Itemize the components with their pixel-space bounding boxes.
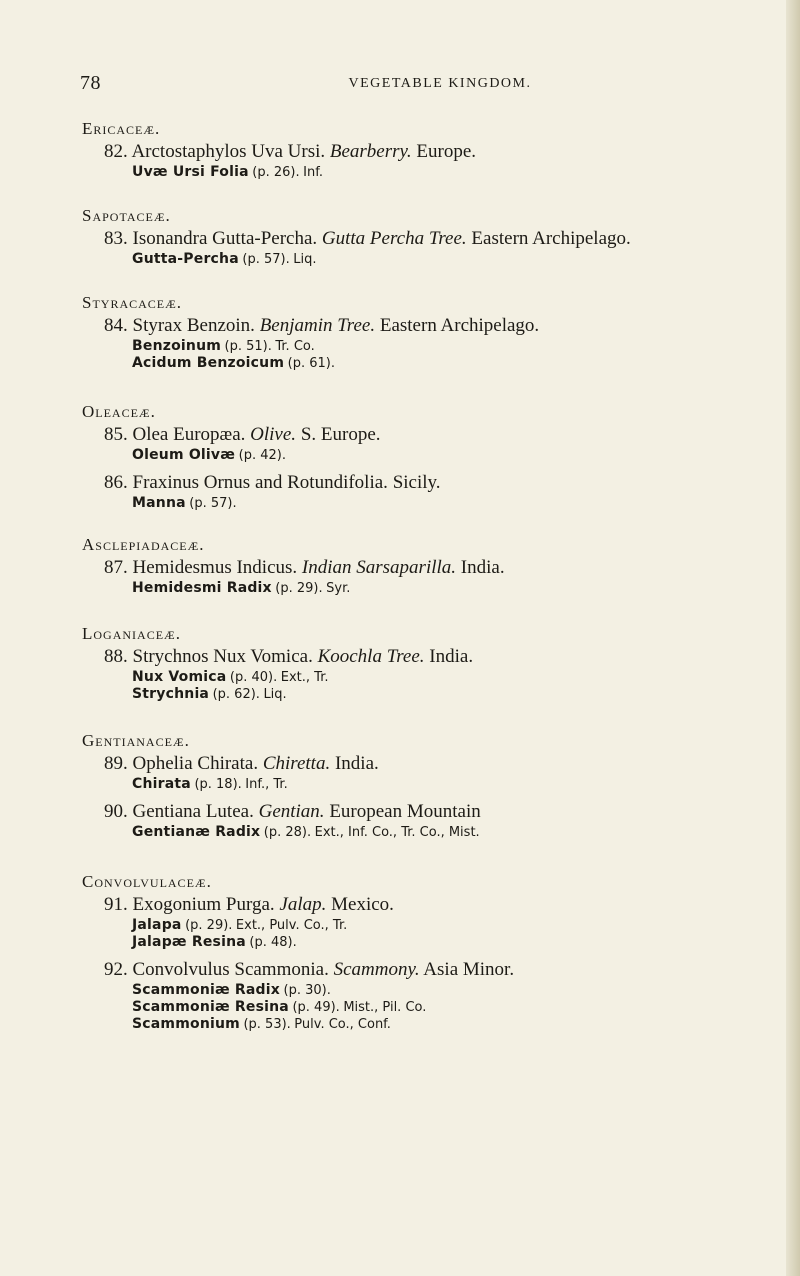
family-section (82, 871, 762, 1033)
region: India. (460, 557, 505, 578)
plant-entry (82, 140, 762, 181)
drug-name: Nux Vomica (132, 669, 227, 685)
drug-name: Scammoniæ Radix (132, 982, 281, 998)
region: Eastern Archipelago. (379, 315, 540, 336)
family-section (82, 205, 762, 268)
preparation-line (104, 164, 762, 181)
drug-name: Acidum Benzoicum (132, 355, 285, 371)
plant-entry (82, 800, 762, 841)
page-reference: (p. 26). (252, 165, 300, 180)
botanical-name: Fraxinus Ornus and Rotundifolia. (132, 472, 388, 493)
family-name: Sapotaceæ. (82, 206, 171, 225)
drug-name: Manna (132, 495, 186, 511)
preparation-line (104, 338, 762, 355)
preparation-forms: Liq. (263, 687, 287, 702)
plant-line (104, 893, 762, 917)
page-reference: (p. 61). (287, 356, 335, 371)
common-name: Olive. (250, 424, 297, 445)
preparation-line (104, 999, 762, 1016)
entry-number: 90. (104, 801, 128, 822)
plant-line (104, 556, 762, 580)
plant-entry (82, 314, 762, 372)
preparation-line (104, 917, 762, 934)
page-reference: (p. 48). (249, 935, 297, 950)
family-name: Convolvulaceæ. (82, 872, 212, 891)
page-reference: (p. 62). (212, 687, 260, 702)
page-body (82, 118, 762, 1033)
page-reference: (p. 42). (238, 448, 286, 463)
common-name: Bearberry. (329, 141, 412, 162)
entry-number: 89. (104, 753, 128, 774)
common-name: Chiretta. (262, 753, 331, 774)
botanical-name: Ophelia Chirata. (132, 753, 259, 774)
botanical-name: Convolvulus Scammonia. (132, 959, 329, 980)
page-reference: (p. 29). (275, 581, 323, 596)
family-name: Styracaceæ. (82, 293, 183, 312)
common-name: Koochla Tree. (317, 646, 425, 667)
entry-number: 91. (104, 894, 128, 915)
plant-line (104, 423, 762, 447)
region: S. Europe. (300, 424, 381, 445)
family-section (82, 623, 762, 703)
drug-name: Chirata (132, 776, 191, 792)
preparation-forms: Tr. Co. (275, 339, 315, 354)
family-name: Asclepiadaceæ. (82, 535, 205, 554)
preparation-forms: Pulv. Co., Conf. (294, 1017, 391, 1032)
entry-number: 82. (104, 141, 128, 162)
plant-line (104, 471, 762, 495)
entry-number: 88. (104, 646, 128, 667)
plant-entry (82, 556, 762, 597)
botanical-name: Hemidesmus Indicus. (132, 557, 298, 578)
plant-entry (82, 423, 762, 464)
preparation-forms: Inf., Tr. (245, 777, 288, 792)
region: Europe. (416, 141, 477, 162)
preparation-forms: Ext., Tr. (280, 670, 329, 685)
preparation-forms: Syr. (326, 581, 351, 596)
botanical-name: Isonandra Gutta-Percha. (132, 228, 318, 249)
family-name: Oleaceæ. (82, 402, 156, 421)
entry-number: 92. (104, 959, 128, 980)
drug-name: Jalapæ Resina (132, 934, 246, 950)
family-name: Loganiaceæ. (82, 624, 181, 643)
preparation-forms: Ext., Pulv. Co., Tr. (235, 918, 348, 933)
page-reference: (p. 30). (283, 983, 331, 998)
preparation-line (104, 686, 762, 703)
entry-number: 86. (104, 472, 128, 493)
preparation-forms: Inf. (303, 165, 323, 180)
preparation-forms: Ext., Inf. Co., Tr. Co., Mist. (314, 825, 480, 840)
plant-entry (82, 471, 762, 512)
botanical-name: Arctostaphylos Uva Ursi. (131, 141, 326, 162)
family-name: Ericaceæ. (82, 119, 161, 138)
plant-line (104, 314, 762, 338)
drug-name: Strychnia (132, 686, 210, 702)
drug-name: Hemidesmi Radix (132, 580, 272, 596)
drug-name: Oleum Olivæ (132, 447, 236, 463)
preparation-line (104, 982, 762, 999)
drug-name: Scammonium (132, 1016, 240, 1032)
common-name: Benjamin Tree. (259, 315, 376, 336)
family-name: Gentianaceæ. (82, 731, 190, 750)
region: Eastern Archipelago. (471, 228, 631, 249)
botanical-name: Exogonium Purga. (132, 894, 275, 915)
common-name: Gutta Percha Tree. (321, 228, 467, 249)
page-reference: (p. 51). (224, 339, 272, 354)
region: Mexico. (331, 894, 394, 915)
preparation-line (104, 580, 762, 597)
drug-name: Gentianæ Radix (132, 824, 261, 840)
page-reference: (p. 57). (189, 496, 237, 511)
page-reference: (p. 57). (242, 252, 290, 267)
running-title: VEGETABLE KINGDOM. (348, 76, 532, 91)
preparation-line (104, 824, 762, 841)
preparation-forms: Mist., Pil. Co. (343, 1000, 427, 1015)
preparation-line (104, 251, 762, 268)
preparation-line (104, 776, 762, 793)
plant-line (104, 227, 762, 251)
botanical-name: Gentiana Lutea. (132, 801, 254, 822)
family-section (82, 401, 762, 512)
plant-entry (82, 752, 762, 793)
plant-entry (82, 645, 762, 703)
botanical-name: Olea Europæa. (132, 424, 246, 445)
common-name: Jalap. (279, 894, 327, 915)
page-reference: (p. 18). (194, 777, 242, 792)
plant-line (104, 958, 762, 982)
preparation-line (104, 495, 762, 512)
common-name: Gentian. (258, 801, 325, 822)
drug-name: Benzoinum (132, 338, 222, 354)
entry-number: 85. (104, 424, 128, 445)
plant-line (104, 140, 762, 164)
page-number: 78 (80, 72, 101, 94)
entry-number: 87. (104, 557, 128, 578)
family-section (82, 118, 762, 181)
page-reference: (p. 28). (263, 825, 312, 840)
running-head (80, 72, 760, 96)
common-name: Scammony. (333, 959, 420, 980)
preparation-line (104, 355, 762, 372)
plant-line (104, 752, 762, 776)
drug-name: Scammoniæ Resina (132, 999, 289, 1015)
botanical-name: Strychnos Nux Vomica. (132, 646, 313, 667)
entry-number: 83. (104, 228, 128, 249)
region: India. (429, 646, 474, 667)
plant-entry (82, 893, 762, 951)
page-edge-shadow (786, 0, 800, 1276)
common-name: Indian Sarsaparilla. (301, 557, 457, 578)
page-reference: (p. 29). (185, 918, 233, 933)
entry-number: 84. (104, 315, 128, 336)
region: Sicily. (392, 472, 441, 493)
preparation-line (104, 1016, 762, 1033)
drug-name: Gutta-Percha (132, 251, 239, 267)
page-reference: (p. 53). (243, 1017, 291, 1032)
preparation-forms: Liq. (293, 252, 317, 267)
region: Asia Minor. (423, 959, 515, 980)
plant-entry (82, 958, 762, 1033)
family-section (82, 730, 762, 841)
family-section (82, 292, 762, 372)
plant-line (104, 800, 762, 824)
plant-entry (82, 227, 762, 268)
preparation-line (104, 447, 762, 464)
region: European Mountain (329, 801, 481, 822)
preparation-line (104, 669, 762, 686)
preparation-line (104, 934, 762, 951)
family-section (82, 534, 762, 597)
page-reference: (p. 40). (229, 670, 278, 685)
page-reference: (p. 49). (292, 1000, 340, 1015)
drug-name: Uvæ Ursi Folia (132, 164, 249, 180)
botanical-name: Styrax Benzoin. (132, 315, 255, 336)
drug-name: Jalapa (132, 917, 182, 933)
plant-line (104, 645, 762, 669)
region: India. (334, 753, 379, 774)
